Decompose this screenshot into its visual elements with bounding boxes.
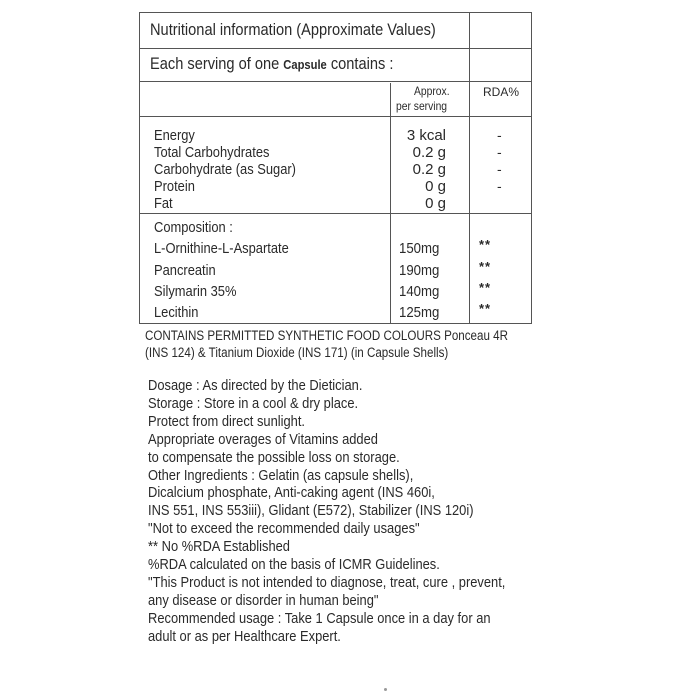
table-title: Nutritional information (Approximate Values): [150, 20, 436, 39]
note-line: Recommended usage : Take 1 Capsule once in a day for an: [148, 609, 491, 627]
note-line: Protect from direct sunlight.: [148, 412, 306, 430]
nutrient-row: [140, 127, 531, 144]
ingredient-name: L-Ornithine-L-Aspartate: [154, 240, 289, 257]
rule-title: [140, 48, 531, 49]
ingredient-amount: 125mg: [399, 304, 440, 321]
ingredient-rda: **: [479, 280, 492, 295]
ingredient-rda: **: [479, 301, 492, 316]
note-line: Appropriate overages of Vitamins added: [148, 430, 378, 448]
ingredient-name: Silymarin 35%: [154, 283, 237, 300]
note-line: Storage : Store in a cool & dry place.: [148, 394, 359, 412]
composition-row: [140, 301, 531, 321]
ingredient-name: Lecithin: [154, 304, 199, 321]
note-line: to compensate the possible loss on storage.: [148, 448, 400, 466]
nutrient-value: 0.2 g: [412, 144, 446, 161]
nutrient-name: Energy: [154, 127, 195, 144]
nutrient-name: Carbohydrate (as Sugar): [154, 161, 296, 178]
nutrient-value: 0 g: [425, 178, 446, 195]
composition-row: [140, 280, 531, 300]
nutrient-value: 0 g: [425, 195, 446, 212]
colours-line: CONTAINS PERMITTED SYNTHETIC FOOD COLOURS Ponceau 4R: [145, 328, 508, 343]
nutrient-rda: -: [497, 161, 502, 177]
note-line: %RDA calculated on the basis of ICMR Guidelines.: [148, 556, 440, 574]
serving-prefix: Each serving of one: [150, 54, 284, 73]
col-approx-line1: Approx.: [414, 84, 450, 98]
rule-nutrients: [140, 213, 531, 214]
nutrient-row: [140, 161, 531, 178]
label-notes: [148, 377, 588, 646]
nutrition-table: [139, 12, 532, 324]
nutrient-value: 3 kcal: [406, 127, 446, 144]
nutrient-row: [140, 178, 531, 195]
nutrient-rda: -: [497, 127, 502, 143]
composition-title: Composition :: [154, 219, 233, 236]
note-line: ** No %RDA Established: [148, 538, 290, 556]
nutrient-name: Total Carbohydrates: [154, 144, 270, 161]
nutrient-rda: -: [497, 178, 502, 194]
note-line: "Not to exceed the recommended daily usages": [148, 520, 420, 538]
colours-line: (INS 124) & Titanium Dioxide (INS 171) (in Capsule Shells): [145, 345, 449, 360]
print-speck: [384, 688, 387, 691]
serving-suffix: contains :: [326, 54, 394, 73]
rule-header: [140, 116, 531, 117]
nutrient-row: [140, 195, 531, 212]
note-line: any disease or disorder in human being": [148, 591, 379, 609]
colours-statement: [145, 327, 567, 361]
serving-line: [150, 55, 393, 73]
col-approx-line2: per serving: [396, 99, 448, 113]
note-line: adult or as per Healthcare Expert.: [148, 627, 341, 645]
ingredient-rda: **: [479, 259, 492, 274]
ingredient-name: Pancreatin: [154, 262, 216, 279]
composition-row: [140, 259, 531, 279]
nutrient-name: Protein: [154, 178, 195, 195]
ingredient-amount: 140mg: [399, 283, 440, 300]
note-line: "This Product is not intended to diagnose, treat, cure , prevent,: [148, 573, 506, 591]
note-line: Dicalcium phosphate, Anti-caking agent (INS 460i,: [148, 484, 435, 502]
nutrient-rda: -: [497, 144, 502, 160]
note-line: Other Ingredients : Gelatin (as capsule shells),: [148, 466, 414, 484]
ingredient-rda: **: [479, 237, 492, 252]
ingredient-amount: 190mg: [399, 262, 440, 279]
serving-unit: Capsule: [283, 57, 327, 72]
nutrient-row: [140, 144, 531, 161]
nutrient-name: Fat: [154, 195, 173, 212]
note-line: INS 551, INS 553iii), Glidant (E572), Stabilizer (INS 120i): [148, 502, 474, 520]
nutrient-value: 0.2 g: [412, 161, 446, 178]
rule-serving: [140, 81, 531, 82]
col-rda: RDA%: [483, 85, 520, 99]
ingredient-amount: 150mg: [399, 240, 440, 257]
composition-row: [140, 237, 531, 257]
note-line: Dosage : As directed by the Dietician.: [148, 377, 363, 394]
